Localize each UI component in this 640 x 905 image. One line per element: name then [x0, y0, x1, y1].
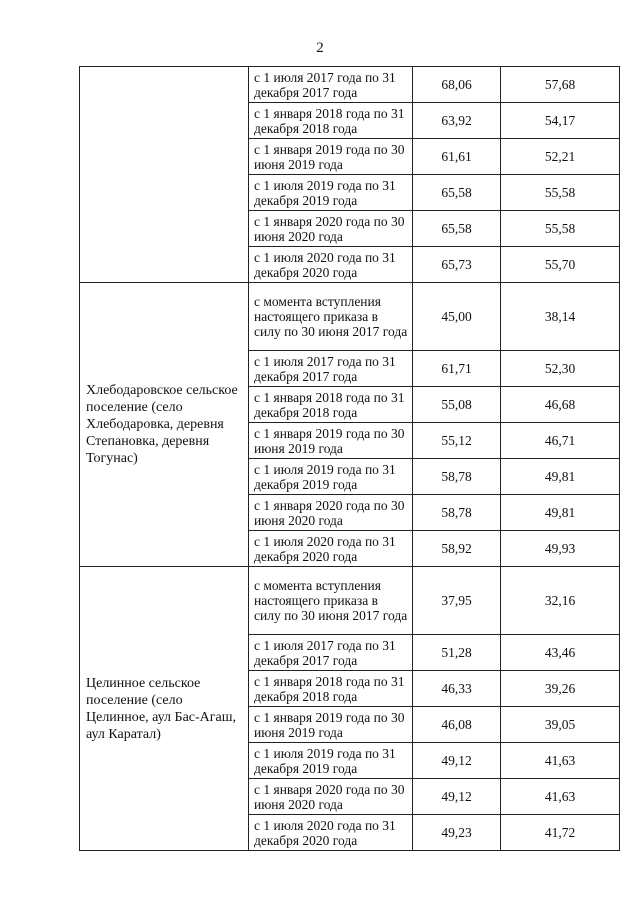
tariff-value-2: 49,81	[501, 459, 620, 495]
tariff-value-2: 54,17	[501, 103, 620, 139]
period-cell: с 1 июля 2020 года по 31 декабря 2020 года	[249, 247, 413, 283]
tariff-value-1: 46,33	[413, 671, 501, 707]
tariff-value-2: 52,21	[501, 139, 620, 175]
tariff-value-1: 37,95	[413, 567, 501, 635]
settlement-cell: Хлебодаровское сельское поселение (село Хлебодаровка, деревня Степановка, деревня Тогунас)	[80, 283, 249, 567]
period-cell: с 1 января 2020 года по 30 июня 2020 года	[249, 779, 413, 815]
tariff-value-2: 55,58	[501, 175, 620, 211]
tariff-value-2: 41,63	[501, 779, 620, 815]
tariff-value-1: 58,78	[413, 459, 501, 495]
period-cell: с момента вступления настоящего приказа в силу по 30 июня 2017 года	[249, 567, 413, 635]
tariff-value-1: 55,08	[413, 387, 501, 423]
tariff-value-2: 49,81	[501, 495, 620, 531]
tariff-value-2: 41,63	[501, 743, 620, 779]
period-cell: с 1 июля 2017 года по 31 декабря 2017 года	[249, 635, 413, 671]
period-cell: с 1 июля 2019 года по 31 декабря 2019 года	[249, 459, 413, 495]
period-cell: с 1 января 2019 года по 30 июня 2019 года	[249, 707, 413, 743]
period-cell: с 1 июля 2019 года по 31 декабря 2019 года	[249, 175, 413, 211]
period-cell: с момента вступления настоящего приказа в силу по 30 июня 2017 года	[249, 283, 413, 351]
tariff-value-1: 61,61	[413, 139, 501, 175]
table-row	[80, 67, 620, 103]
tariff-value-1: 51,28	[413, 635, 501, 671]
settlement-cell: Целинное сельское поселение (село Целинное, аул Бас-Агаш, аул Каратал)	[80, 567, 249, 851]
table-row	[80, 567, 620, 635]
tariff-value-2: 55,58	[501, 211, 620, 247]
tariff-value-1: 49,23	[413, 815, 501, 851]
tariff-value-1: 68,06	[413, 67, 501, 103]
tariff-value-2: 39,26	[501, 671, 620, 707]
period-cell: с 1 января 2019 года по 30 июня 2019 года	[249, 139, 413, 175]
period-cell: с 1 июля 2017 года по 31 декабря 2017 года	[249, 351, 413, 387]
period-cell: с 1 июля 2017 года по 31 декабря 2017 года	[249, 67, 413, 103]
period-cell: с 1 января 2018 года по 31 декабря 2018 года	[249, 103, 413, 139]
tariff-value-1: 65,58	[413, 211, 501, 247]
tariff-value-2: 43,46	[501, 635, 620, 671]
tariff-value-1: 65,58	[413, 175, 501, 211]
tariff-value-1: 45,00	[413, 283, 501, 351]
tariff-value-1: 55,12	[413, 423, 501, 459]
tariff-value-1: 58,92	[413, 531, 501, 567]
tariff-value-1: 46,08	[413, 707, 501, 743]
period-cell: с 1 июля 2019 года по 31 декабря 2019 года	[249, 743, 413, 779]
tariff-value-2: 57,68	[501, 67, 620, 103]
table-row	[80, 283, 620, 351]
tariff-value-1: 58,78	[413, 495, 501, 531]
settlement-cell	[80, 67, 249, 283]
tariff-value-2: 41,72	[501, 815, 620, 851]
tariff-table	[79, 66, 620, 851]
tariff-value-1: 49,12	[413, 743, 501, 779]
tariff-value-2: 32,16	[501, 567, 620, 635]
tariff-value-2: 39,05	[501, 707, 620, 743]
tariff-value-1: 49,12	[413, 779, 501, 815]
tariff-value-2: 55,70	[501, 247, 620, 283]
tariff-value-1: 63,92	[413, 103, 501, 139]
tariff-value-2: 38,14	[501, 283, 620, 351]
tariff-value-2: 52,30	[501, 351, 620, 387]
period-cell: с 1 июля 2020 года по 31 декабря 2020 года	[249, 815, 413, 851]
period-cell: с 1 января 2019 года по 30 июня 2019 года	[249, 423, 413, 459]
tariff-value-2: 46,68	[501, 387, 620, 423]
period-cell: с 1 января 2020 года по 30 июня 2020 года	[249, 211, 413, 247]
tariff-value-1: 65,73	[413, 247, 501, 283]
period-cell: с 1 июля 2020 года по 31 декабря 2020 года	[249, 531, 413, 567]
period-cell: с 1 января 2020 года по 30 июня 2020 года	[249, 495, 413, 531]
tariff-value-2: 46,71	[501, 423, 620, 459]
tariff-value-1: 61,71	[413, 351, 501, 387]
period-cell: с 1 января 2018 года по 31 декабря 2018 года	[249, 387, 413, 423]
page-number: 2	[316, 40, 324, 56]
tariff-value-2: 49,93	[501, 531, 620, 567]
period-cell: с 1 января 2018 года по 31 декабря 2018 года	[249, 671, 413, 707]
